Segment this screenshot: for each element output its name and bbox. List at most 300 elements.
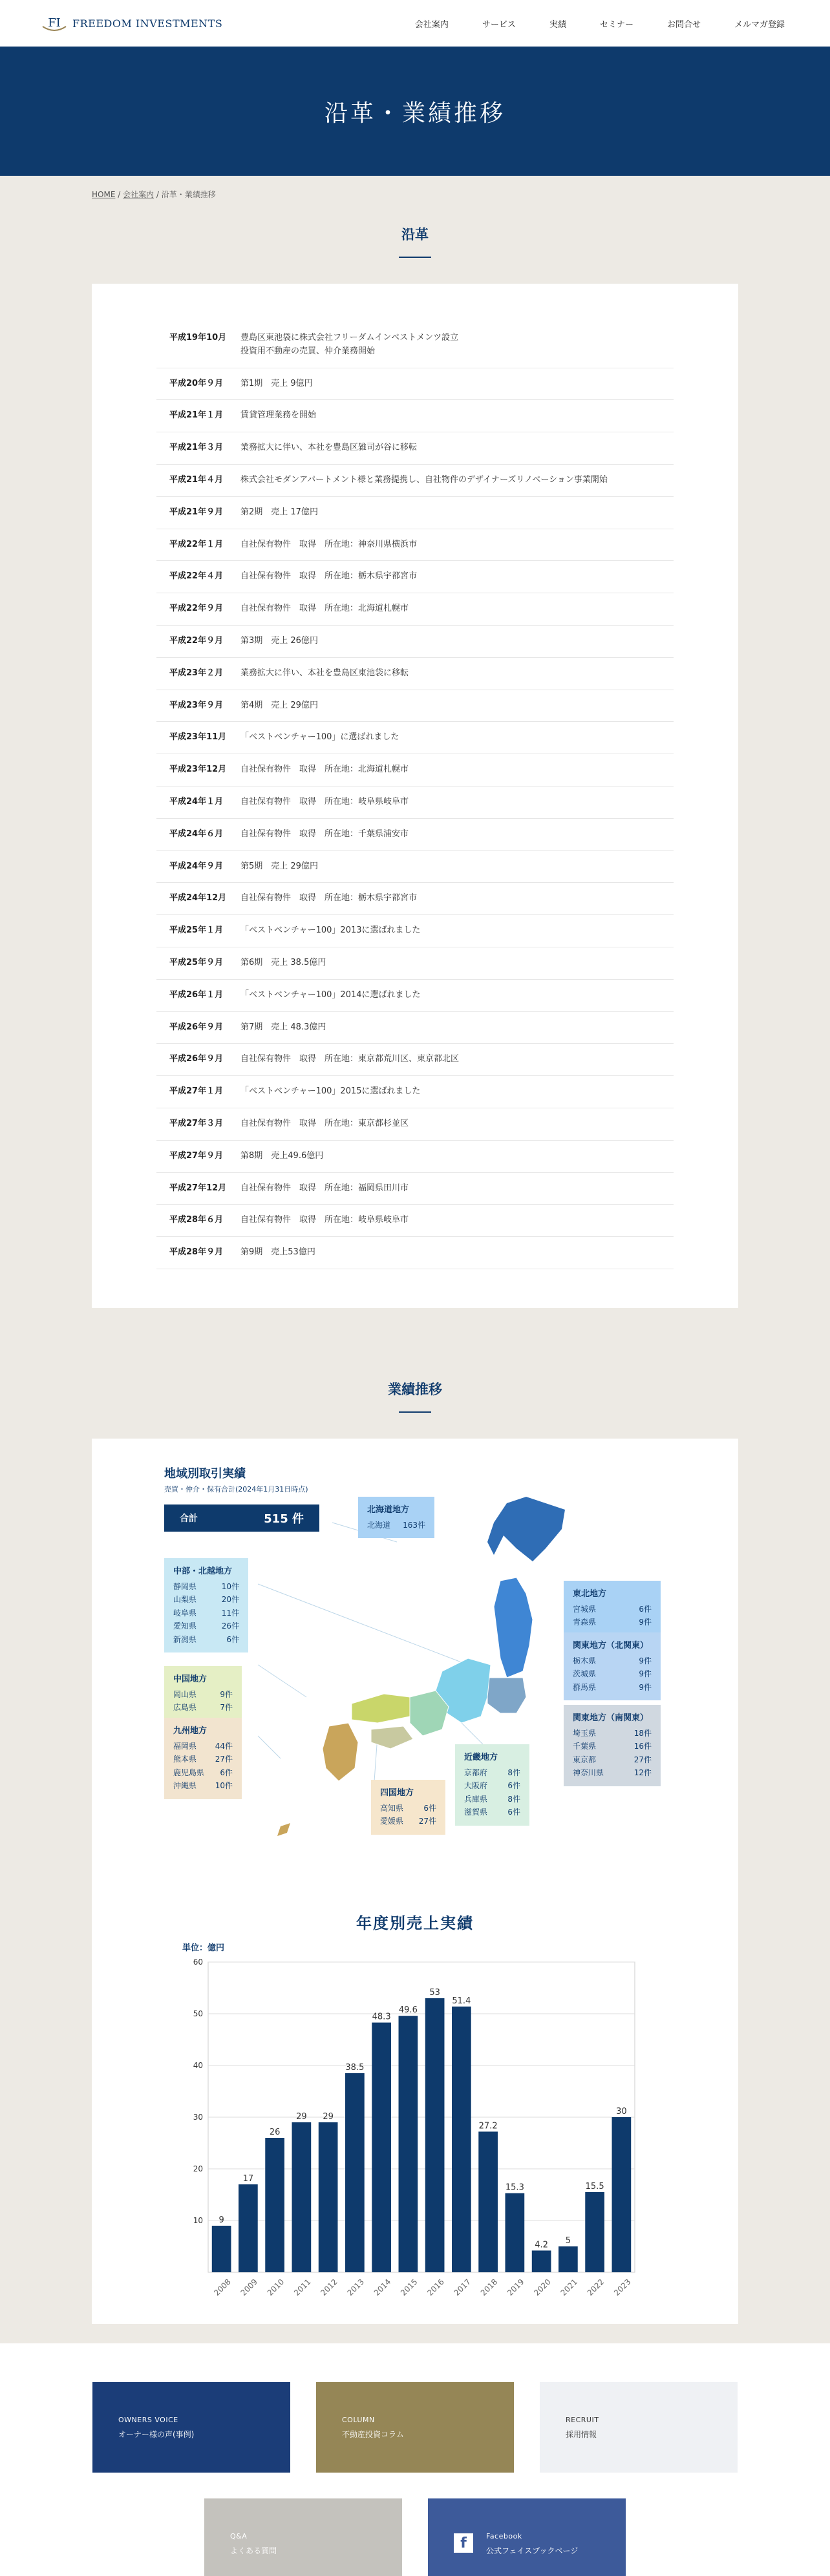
history-row	[156, 915, 674, 947]
banner-label-ja: よくある質問	[230, 2546, 277, 2555]
region-tohoku-box	[564, 1581, 661, 1636]
chart-title: 年度別売上実績	[356, 1914, 474, 1932]
history-date: 平成20年９月	[169, 378, 224, 388]
history-text: 豊島区東池袋に株式会社フリーダムインベストメンツ設立 投資用不動産の売買、仲介業務開始	[240, 333, 459, 356]
prefecture-name: 神奈川県	[573, 1768, 604, 1778]
prefecture-count: 6件	[639, 1605, 652, 1614]
bar-value-label: 51.4	[452, 1996, 471, 2006]
region-item	[573, 1681, 652, 1694]
bar-value-label: 29	[323, 2111, 334, 2122]
banner-link[interactable]	[428, 2498, 626, 2576]
history-row	[156, 883, 674, 915]
history-date: 平成22年９月	[169, 635, 224, 646]
prefecture-count: 6件	[226, 1634, 239, 1644]
history-text: 第3期 売上 26億円	[240, 635, 318, 646]
region-item	[573, 1740, 652, 1753]
history-row	[156, 368, 674, 401]
facebook-icon: f	[454, 2533, 473, 2553]
prefecture-count: 10件	[221, 1582, 239, 1591]
bar	[532, 2250, 551, 2272]
total-value: 515 件	[264, 1512, 304, 1526]
region-title: 地域別取引実績	[164, 1466, 246, 1481]
y-tick-label: 20	[193, 2164, 203, 2173]
prefecture-name: 熊本県	[173, 1755, 197, 1764]
y-tick-label: 60	[193, 1957, 203, 1967]
prefecture-count: 11件	[221, 1608, 239, 1618]
history-row	[156, 754, 674, 787]
bar	[559, 2246, 578, 2272]
bar	[212, 2226, 231, 2272]
history-row	[156, 980, 674, 1012]
bar	[452, 2007, 471, 2272]
bar	[372, 2023, 391, 2272]
prefecture-name: 大阪府	[464, 1781, 488, 1791]
x-tick-label: 2022	[585, 2277, 606, 2298]
region-item	[173, 1740, 233, 1753]
region-name: 中部・北越地方	[173, 1566, 233, 1576]
x-tick-label: 2010	[265, 2277, 286, 2298]
results-heading: 業績推移	[388, 1381, 442, 1397]
region-item	[464, 1793, 520, 1806]
history-row	[156, 658, 674, 690]
prefecture-name: 沖縄県	[173, 1781, 197, 1791]
history-row	[156, 1141, 674, 1173]
banner-link[interactable]	[540, 2382, 738, 2473]
prefecture-name: 広島県	[173, 1703, 197, 1713]
history-date: 平成23年２月	[169, 668, 224, 678]
map-chugoku	[352, 1694, 410, 1723]
region-item	[173, 1766, 233, 1779]
history-text: 自社保有物件 取得 所在地：栃木県宇都宮市	[240, 893, 418, 903]
history-list	[156, 322, 674, 1269]
main-content	[0, 176, 830, 2343]
bar-value-label: 15.3	[505, 2182, 524, 2193]
history-row	[156, 626, 674, 658]
x-tick-label: 2020	[532, 2277, 553, 2298]
history-text: 第8期 売上49.6億円	[240, 1150, 324, 1161]
x-tick-label: 2019	[505, 2277, 526, 2298]
history-date: 平成27年12月	[169, 1183, 227, 1193]
history-date: 平成26年９月	[169, 1022, 224, 1032]
heading-divider	[399, 257, 431, 258]
nav-results[interactable]: 実績	[549, 19, 566, 30]
prefecture-count: 8件	[507, 1794, 520, 1804]
nav-newsletter[interactable]: メルマガ登録	[734, 19, 785, 30]
region-item	[380, 1815, 436, 1828]
bar	[478, 2131, 498, 2272]
history-date: 平成27年９月	[169, 1150, 224, 1161]
bar	[425, 1998, 445, 2272]
prefecture-count: 9件	[639, 1682, 652, 1692]
history-row	[156, 819, 674, 851]
bar	[585, 2192, 604, 2272]
prefecture-name: 鹿児島県	[173, 1768, 205, 1777]
prefecture-name: 静岡県	[173, 1582, 197, 1591]
region-kanto-north-box	[564, 1632, 661, 1700]
region-name: 中国地方	[173, 1674, 208, 1684]
prefecture-count: 44件	[215, 1742, 233, 1751]
history-date: 平成27年３月	[169, 1118, 224, 1128]
total-label: 合計	[180, 1513, 198, 1524]
map-hokkaido	[487, 1497, 565, 1561]
prefecture-count: 16件	[633, 1742, 652, 1751]
history-text: 自社保有物件 取得 所在地：北海道札幌市	[240, 765, 409, 775]
region-item	[173, 1701, 233, 1714]
history-row	[156, 787, 674, 819]
region-subtitle: 売買・仲介・保有合計(2024年1月31日時点)	[164, 1484, 308, 1494]
bar-value-label: 9	[218, 2215, 224, 2225]
history-row	[156, 529, 674, 562]
region-chubu-box	[164, 1558, 248, 1652]
history-row	[156, 1012, 674, 1044]
heading-divider	[399, 1411, 431, 1413]
prefecture-count: 26件	[221, 1621, 239, 1631]
history-row	[156, 1237, 674, 1269]
history-text: 第9期 売上53億円	[240, 1247, 315, 1258]
prefecture-name: 京都府	[464, 1768, 488, 1777]
sales-bar-chart	[182, 1936, 648, 2298]
history-text: 自社保有物件 取得 所在地：千葉県浦安市	[240, 829, 409, 839]
prefecture-name: 千葉県	[573, 1742, 597, 1751]
logo-mark-icon	[41, 12, 67, 34]
banner-row	[0, 2382, 830, 2473]
map-okinawa	[277, 1823, 290, 1836]
region-item	[573, 1766, 652, 1779]
history-row	[156, 1205, 674, 1237]
history-text: 自社保有物件 取得 所在地：神奈川県横浜市	[240, 539, 418, 549]
prefecture-count: 6件	[507, 1781, 520, 1791]
x-tick-label: 2012	[319, 2277, 339, 2298]
prefecture-name: 高知県	[380, 1804, 404, 1813]
history-row	[156, 322, 674, 368]
history-text: 自社保有物件 取得 所在地：東京都荒川区、東京都北区	[240, 1054, 460, 1064]
bar-value-label: 29	[296, 2111, 307, 2122]
x-tick-label: 2011	[292, 2277, 313, 2298]
history-date: 平成25年１月	[169, 925, 224, 936]
region-name: 近畿地方	[464, 1752, 498, 1762]
y-tick-label: 50	[193, 2009, 203, 2018]
history-text: 自社保有物件 取得 所在地：福岡県田川市	[240, 1183, 409, 1193]
bar-value-label: 49.6	[398, 2005, 418, 2016]
history-row	[156, 851, 674, 883]
history-row	[156, 947, 674, 980]
history-row	[156, 593, 674, 626]
prefecture-name: 兵庫県	[464, 1794, 488, 1804]
prefecture-count: 6件	[507, 1808, 520, 1817]
history-row	[156, 690, 674, 723]
region-item	[464, 1766, 520, 1779]
history-text: 自社保有物件 取得 所在地：栃木県宇都宮市	[240, 571, 418, 582]
history-text: 第6期 売上 38.5億円	[240, 957, 326, 967]
map-tohoku	[494, 1578, 533, 1678]
region-item	[173, 1620, 239, 1632]
y-tick-label: 30	[193, 2112, 203, 2122]
region-name: 四国地方	[380, 1788, 414, 1798]
x-tick-label: 2009	[239, 2277, 260, 2298]
y-axis-label: 単位：億円	[182, 1943, 225, 1953]
banner-link[interactable]	[92, 2382, 290, 2473]
prefecture-count: 7件	[220, 1703, 233, 1713]
history-date: 平成27年１月	[169, 1086, 224, 1097]
history-row	[156, 1108, 674, 1141]
banner-label-en: OWNERS VOICE	[118, 2415, 178, 2424]
x-tick-label: 2014	[372, 2277, 393, 2298]
bar-value-label: 17	[242, 2173, 254, 2184]
bar-value-label: 30	[616, 2106, 627, 2117]
bar	[612, 2117, 632, 2272]
banner-label-ja: 公式フェイスブックページ	[486, 2546, 579, 2555]
prefecture-count: 27件	[633, 1755, 652, 1764]
breadcrumb-sep: /	[154, 190, 162, 199]
history-date: 平成28年６月	[169, 1215, 224, 1225]
region-item	[573, 1616, 652, 1629]
history-text: 第7期 売上 48.3億円	[240, 1022, 326, 1032]
y-tick-label: 40	[193, 2060, 203, 2070]
x-tick-label: 2013	[345, 2277, 367, 2298]
history-text: 自社保有物件 取得 所在地：東京都杉並区	[240, 1118, 409, 1128]
region-kyushu-box	[164, 1718, 242, 1799]
history-date: 平成28年９月	[169, 1247, 224, 1258]
breadcrumb-current: 沿革・業績推移	[161, 190, 216, 199]
prefecture-count: 27件	[215, 1755, 233, 1764]
bar-value-label: 27.2	[478, 2121, 498, 2131]
bar-value-label: 5	[565, 2235, 571, 2246]
history-date: 平成26年１月	[169, 989, 224, 1000]
history-text: 第1期 売上 9億円	[240, 378, 313, 388]
bar	[265, 2138, 284, 2272]
nav-company[interactable]: 会社案内	[414, 19, 449, 30]
region-item	[573, 1753, 652, 1766]
history-row	[156, 497, 674, 529]
prefecture-name: 北海道	[367, 1521, 391, 1530]
x-tick-label: 2015	[399, 2277, 420, 2298]
history-text: 第2期 売上 17億円	[240, 507, 318, 517]
bar-value-label: 48.3	[372, 2012, 391, 2022]
region-item	[173, 1607, 239, 1620]
history-row	[156, 465, 674, 497]
history-row	[156, 722, 674, 754]
banner-label-en: Q&A	[230, 2531, 248, 2540]
banner-label-en: COLUMN	[342, 2415, 375, 2424]
history-text: 自社保有物件 取得 所在地：北海道札幌市	[240, 604, 409, 614]
breadcrumb	[92, 189, 738, 200]
region-map-panel	[164, 1464, 675, 1865]
history-text: 第4期 売上 29億円	[240, 700, 318, 710]
prefecture-name: 福岡県	[173, 1742, 197, 1751]
footer-banners	[0, 2343, 830, 2576]
x-tick-label: 2021	[559, 2277, 580, 2298]
history-text: 自社保有物件 取得 所在地：岐阜県岐阜市	[240, 1215, 409, 1225]
banner-label-en: Facebook	[486, 2531, 522, 2540]
svg-text:FI: FI	[48, 16, 61, 30]
history-date: 平成21年４月	[169, 474, 224, 485]
prefecture-name: 滋賀県	[464, 1808, 488, 1817]
region-item	[464, 1779, 520, 1792]
prefecture-count: 6件	[423, 1804, 436, 1813]
site-header	[0, 0, 830, 47]
nav-seminar[interactable]: セミナー	[599, 19, 633, 30]
banner-label-ja: 採用情報	[566, 2429, 597, 2439]
history-card	[92, 284, 738, 1308]
banner-link[interactable]	[316, 2382, 514, 2473]
history-date: 平成19年10月	[169, 333, 227, 343]
map-kyushu	[323, 1723, 358, 1781]
region-item	[573, 1667, 652, 1680]
prefecture-count: 9件	[639, 1618, 652, 1627]
banner-label-ja: 不動産投資コラム	[342, 2429, 404, 2439]
history-date: 平成22年９月	[169, 604, 224, 614]
prefecture-name: 山梨県	[173, 1595, 197, 1605]
breadcrumb-home[interactable]: HOME	[92, 190, 116, 199]
prefecture-name: 愛知県	[173, 1621, 197, 1631]
map-shikoku	[371, 1726, 413, 1749]
nav-contact[interactable]: お問合せ	[666, 19, 701, 30]
region-item	[367, 1519, 425, 1532]
region-name: 関東地方（南関東）	[573, 1713, 649, 1723]
banner-link[interactable]	[204, 2498, 402, 2576]
history-heading: 沿革	[401, 227, 429, 242]
x-tick-label: 2017	[452, 2277, 473, 2298]
history-row	[156, 1173, 674, 1205]
banner-row	[0, 2498, 830, 2576]
region-item	[173, 1580, 239, 1593]
breadcrumb-sep: /	[115, 190, 123, 199]
history-text: 第5期 売上 29億円	[240, 861, 318, 871]
prefecture-name: 愛媛県	[380, 1817, 404, 1826]
bar-value-label: 38.5	[345, 2062, 365, 2073]
bar-value-label: 26	[269, 2127, 281, 2137]
prefecture-name: 栃木県	[573, 1656, 597, 1665]
history-date: 平成24年６月	[169, 829, 224, 839]
prefecture-count: 27件	[418, 1817, 436, 1826]
history-text: 賃貸管理業務を開始	[240, 410, 317, 421]
region-name: 北海道地方	[367, 1504, 410, 1515]
history-text: 自社保有物件 取得 所在地：岐阜県岐阜市	[240, 796, 409, 807]
region-item	[173, 1779, 233, 1792]
region-item	[380, 1802, 436, 1815]
prefecture-name: 茨城県	[573, 1669, 597, 1679]
history-date: 平成22年４月	[169, 571, 224, 582]
region-shikoku-box	[371, 1780, 445, 1835]
history-date: 平成26年９月	[169, 1054, 224, 1064]
prefecture-name: 青森県	[573, 1618, 597, 1627]
bar	[319, 2122, 338, 2272]
breadcrumb-company[interactable]: 会社案内	[123, 190, 154, 199]
history-date: 平成22年１月	[169, 539, 224, 549]
history-date: 平成25年９月	[169, 957, 224, 967]
history-row	[156, 400, 674, 432]
region-name: 東北地方	[573, 1589, 607, 1599]
history-row	[156, 1076, 674, 1108]
results-card	[92, 1439, 738, 2324]
region-kinki-box	[455, 1744, 529, 1826]
bar-value-label: 4.2	[535, 2240, 548, 2250]
bar	[399, 2016, 418, 2272]
prefecture-count: 9件	[639, 1656, 652, 1665]
x-tick-label: 2008	[212, 2277, 233, 2298]
logo[interactable]	[41, 12, 222, 34]
history-date: 平成23年12月	[169, 765, 227, 775]
region-item	[173, 1753, 233, 1766]
prefecture-count: 18件	[633, 1729, 652, 1738]
history-row	[156, 432, 674, 465]
history-date: 平成23年11月	[169, 732, 227, 743]
region-item	[173, 1688, 233, 1701]
prefecture-count: 8件	[507, 1768, 520, 1777]
history-date: 平成21年３月	[169, 443, 224, 453]
x-tick-label: 2016	[425, 2277, 446, 2298]
x-tick-label: 2018	[478, 2277, 500, 2298]
prefecture-name: 岐阜県	[173, 1608, 197, 1618]
history-text: 「ベストベンチャー100」2015に選ばれました	[240, 1086, 421, 1097]
region-item	[573, 1727, 652, 1740]
history-text: 株式会社モダンアパートメント様と業務提携し、自社物件のデザイナーズリノベーション事業開始	[240, 474, 608, 485]
prefecture-count: 20件	[221, 1595, 239, 1605]
prefecture-name: 埼玉県	[573, 1729, 597, 1738]
region-item	[464, 1806, 520, 1819]
history-date: 平成21年９月	[169, 507, 224, 517]
history-text: 業務拡大に伴い、本社を豊島区東池袋に移転	[240, 668, 409, 678]
bar-value-label: 15.5	[585, 2181, 604, 2191]
logo-text: FREEDOM INVESTMENTS	[72, 17, 223, 30]
map-kanto	[487, 1678, 526, 1713]
prefecture-name: 岡山県	[173, 1690, 197, 1699]
history-date: 平成24年９月	[169, 861, 224, 871]
history-text: 業務拡大に伴い、本社を豊島区雑司が谷に移転	[240, 443, 418, 453]
history-date: 平成24年１月	[169, 796, 224, 807]
prefecture-count: 6件	[220, 1768, 233, 1777]
main-nav	[415, 17, 785, 30]
region-hokkaido-box	[358, 1497, 434, 1538]
prefecture-count: 12件	[633, 1768, 652, 1778]
prefecture-name: 宮城県	[573, 1605, 597, 1614]
history-text: 「ベストベンチャー100」2014に選ばれました	[240, 989, 421, 1000]
page-hero	[0, 47, 830, 176]
history-row	[156, 1044, 674, 1076]
page-title: 沿革・業績推移	[324, 100, 505, 127]
history-text: 「ベストベンチャー100」に選ばれました	[240, 732, 399, 743]
history-text: 「ベストベンチャー100」2013に選ばれました	[240, 925, 421, 936]
region-kanto-south-box	[564, 1705, 661, 1786]
prefecture-count: 9件	[220, 1690, 233, 1699]
banner-label-ja: オーナー様の声(事例)	[118, 2429, 195, 2439]
region-item	[173, 1633, 239, 1646]
prefecture-count: 9件	[639, 1669, 652, 1679]
region-chugoku-box	[164, 1666, 242, 1721]
bar-value-label: 53	[429, 1987, 440, 1998]
prefecture-name: 新潟県	[173, 1634, 197, 1644]
history-date: 平成23年９月	[169, 700, 224, 710]
x-tick-label: 2023	[612, 2277, 633, 2298]
region-name: 九州地方	[173, 1726, 208, 1736]
banner-label-en: RECRUIT	[566, 2415, 599, 2424]
region-item	[573, 1603, 652, 1616]
y-tick-label: 10	[193, 2215, 203, 2225]
nav-service[interactable]: サービス	[482, 19, 516, 30]
history-date: 平成21年１月	[169, 410, 224, 421]
bar	[505, 2193, 525, 2272]
region-name: 関東地方（北関東）	[573, 1640, 649, 1651]
prefecture-name: 群馬県	[573, 1682, 597, 1692]
region-item	[173, 1593, 239, 1606]
history-row	[156, 561, 674, 593]
bar	[239, 2184, 258, 2272]
history-date: 平成24年12月	[169, 893, 227, 903]
prefecture-count: 10件	[215, 1781, 233, 1791]
bar	[292, 2122, 312, 2272]
bar	[345, 2073, 365, 2272]
region-item	[573, 1654, 652, 1667]
